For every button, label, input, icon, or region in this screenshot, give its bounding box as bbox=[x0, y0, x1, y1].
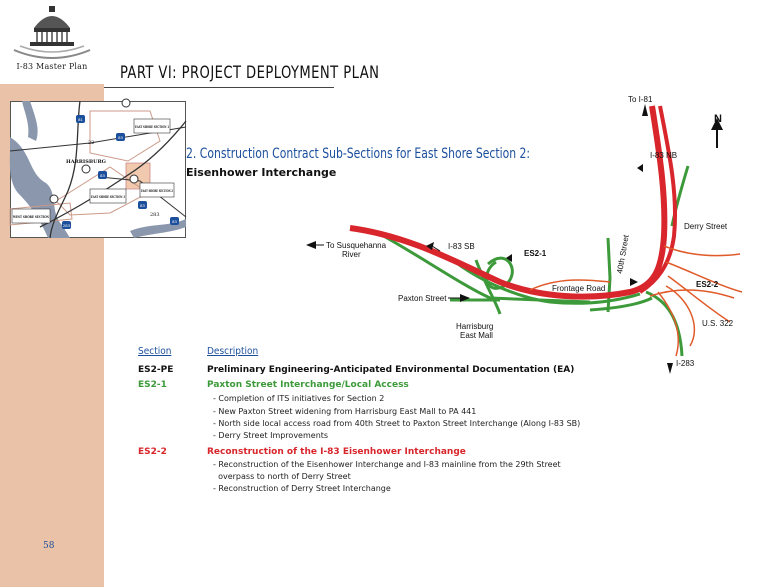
es21-roads bbox=[380, 166, 688, 356]
label-harrisburg: Harrisburg bbox=[456, 322, 494, 331]
list-item: - Derry Street Improvements bbox=[213, 431, 329, 440]
row-title-es22: Reconstruction of the I-83 Eisenhower Interchange bbox=[207, 447, 466, 457]
label-paxton-street: Paxton Street bbox=[398, 294, 447, 303]
list-item: overpass to north of Derry Street bbox=[213, 472, 351, 481]
north-arrow-label: N bbox=[714, 113, 722, 125]
label-us322: U.S. 322 bbox=[702, 319, 734, 328]
page-title: PART VI: PROJECT DEPLOYMENT PLAN bbox=[120, 63, 380, 83]
section-label-west: WEST SHORE SECTION bbox=[12, 214, 50, 219]
label-river: River bbox=[342, 250, 361, 259]
row-code-es21: ES2-1 bbox=[138, 380, 167, 390]
shield-label: 83 bbox=[172, 219, 177, 224]
label-40th-street: 40th Street bbox=[615, 234, 631, 275]
shield-label: 83 bbox=[100, 173, 105, 178]
row-title-es2pe: Preliminary Engineering-Anticipated Environmental Documentation (EA) bbox=[207, 365, 575, 375]
section-subtitle: Eisenhower Interchange bbox=[186, 166, 337, 179]
label-to-susquehanna: To Susquehanna bbox=[326, 241, 387, 250]
capitol-dome-icon bbox=[0, 0, 104, 62]
label-i83-nb: I-83 NB bbox=[650, 151, 678, 160]
label-es22: ES2-2 bbox=[696, 280, 719, 289]
list-item: - New Paxton Street widening from Harrisburg East Mall to PA 441 bbox=[213, 407, 477, 416]
route-283-label: 283 bbox=[150, 212, 160, 218]
label-derry-street: Derry Street bbox=[684, 222, 728, 231]
shield-label: 283 bbox=[62, 223, 71, 228]
logo bbox=[0, 0, 104, 84]
locator-map bbox=[10, 101, 186, 238]
label-frontage-road: Frontage Road bbox=[552, 284, 606, 293]
route-22-label: 22 bbox=[88, 140, 95, 146]
table-header-description: Description bbox=[207, 346, 259, 357]
list-item: - Reconstruction of the Eisenhower Interchange and I-83 mainline from the 29th Street bbox=[213, 460, 561, 469]
list-item: - Completion of ITS initiatives for Section 2 bbox=[213, 394, 385, 403]
label-i283: I-283 bbox=[676, 359, 695, 368]
logo-text: I-83 Master Plan bbox=[16, 62, 88, 71]
section-label-es1: EAST SHORE SECTION 1 bbox=[135, 124, 170, 129]
interchange-map bbox=[290, 86, 760, 386]
label-es21: ES2-1 bbox=[524, 249, 547, 258]
shield-label: 83 bbox=[140, 203, 145, 208]
table-header-section: Section bbox=[138, 346, 172, 357]
page-number: 58 bbox=[43, 541, 55, 551]
section-label-es2: EAST SHORE SECTION 2 bbox=[141, 188, 174, 193]
row-code-es22: ES2-2 bbox=[138, 447, 167, 457]
shield-label: 81 bbox=[78, 117, 83, 122]
label-to-i81: To I-81 bbox=[628, 95, 653, 104]
label-i83-sb: I-83 SB bbox=[448, 242, 475, 251]
list-item: - North side local access road from 40th Street to Paxton Street Interchange (Along I-83 SB) bbox=[213, 419, 581, 428]
shield-label: 83 bbox=[118, 135, 123, 140]
section-label-es3: EAST SHORE SECTION 3 bbox=[91, 194, 126, 199]
sidebar bbox=[0, 0, 104, 587]
section-heading: 2. Construction Contract Sub-Sections for East Shore Section 2: bbox=[186, 146, 531, 162]
label-east-mall: East Mall bbox=[460, 331, 493, 340]
list-item: - Reconstruction of Derry Street Interchange bbox=[213, 484, 391, 493]
row-title-es21: Paxton Street Interchange/Local Access bbox=[207, 380, 409, 390]
map-label-harrisburg: HARRISBURG bbox=[66, 159, 106, 165]
row-code-es2pe: ES2-PE bbox=[138, 365, 174, 375]
